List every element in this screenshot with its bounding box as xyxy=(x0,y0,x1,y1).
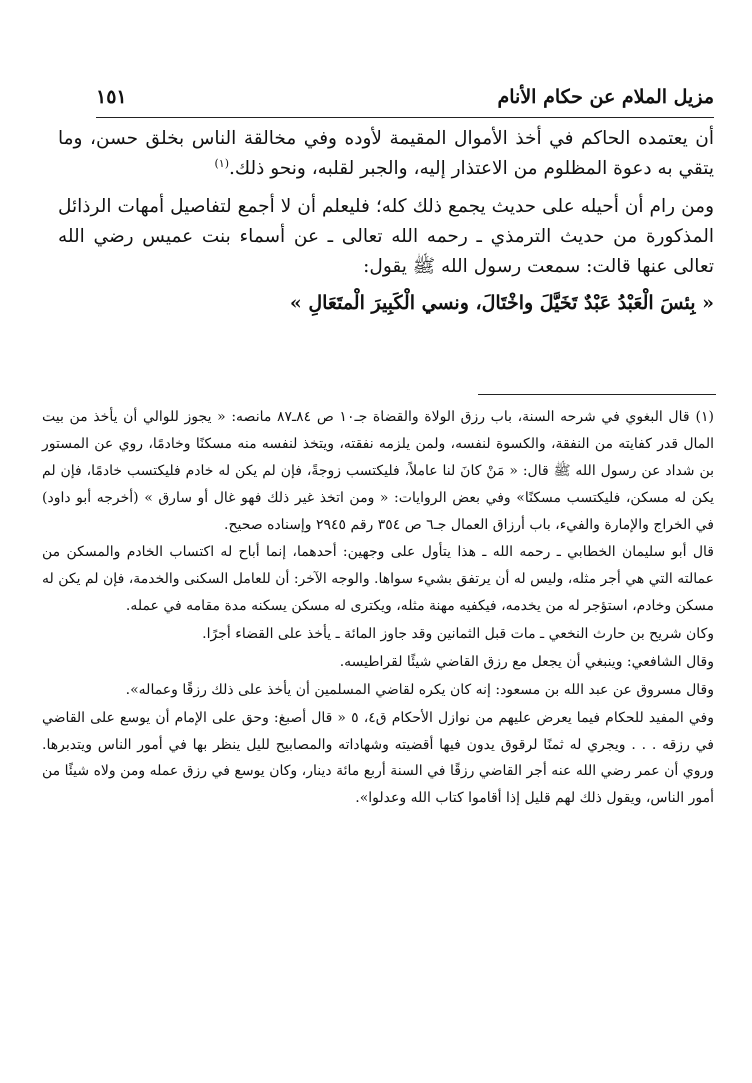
footnote-marker[interactable]: (١) xyxy=(214,156,229,170)
running-header xyxy=(96,86,714,112)
footnote-text: قال البغوي في شرحه السنة، باب رزق الولاة والقضاة جـ١٠ ص ٨٤ـ٨٧ مانصه: « يجوز للوالي أن يأخذ من بيت المال قدر كفايته من النفقة، والكسوة لنفسه، ولمن يلزمه نفقته، ويتخذ لنفسه منه مسكنًا وخادمًا، روي عن المستور بن شداد عن رسول الله ﷺ قال: « مَنْ كانَ لنا عاملاً، فليكتسب زوجةً، فإن لم يكن له خادم فليكتسب خادمًا، فإن لم يكن له مسكن، فليكتسب مسكنًا» وفي بعض الروايات: « ومن اتخذ غير ذلك فهو غال أو سارق » (أخرجه أبو داود) في الخراج والإمارة والفيء، باب أرزاق العمال جـ٦ ص ٣٥٤ رقم ٢٩٤٥ وإسناده صحيح. xyxy=(42,409,714,533)
footnote-paragraph: قال أبو سليمان الخطابي ـ رحمه الله ـ هذا يتأول على وجهين: أحدهما، إنما أباح له اكتساب الخادم والمسكن من عمالته التي هي أجر مثله، وليس له أن يرتفق بشيء سواها. والوجه الآخر: أن للعامل السكنى والخدمة، فإن لم يكن له مسكن وخادم، استؤجر له من يخدمه، فيكفيه مهنة مثله، ويكترى له مسكن يسكنه مدة مقامه في عمله. xyxy=(42,544,714,615)
body-paragraph: ومن رام أن أحيله على حديث يجمع ذلك كله؛ فليعلم أن لا أجمع لتفاصيل أمهات الرذائل المذكورة من حديث الترمذي ـ رحمه الله تعالى ـ عن أسماء بنت عميس رضي الله تعالى عنها قالت: سمعت رسول الله ﷺ يقول: xyxy=(58,195,714,277)
main-text xyxy=(58,124,714,319)
footnote-paragraph: وفي المفيد للحكام فيما يعرض عليهم من نوازل الأحكام ق٤، ٥ « قال أصبغ: وحق على الإمام أن يوسع على القاضي في رزقه . . . ويجري له ثمنًا لرقوق يدون فيها أقضيته وشهاداته والمصابيح لليل ينظر بها في أمور الناس ويتدبرها. وروي أن عمر رضي الله عنه أجر القاضي رزقًا في السنة أربع مائة دينار، وكان يوسع في رزق عمله ومن ولاه شيئًا من أمور الناس، ويقول ذلك لهم قليل إذا أقاموا كتاب الله وعدلوا». xyxy=(42,709,715,807)
footnotes-section xyxy=(42,404,714,813)
footnote-paragraph: وقال الشافعي: وينبغي أن يجعل مع رزق القاضي شيئًا لقراطيسه. xyxy=(339,653,714,670)
body-paragraph xyxy=(58,124,714,184)
header-divider xyxy=(96,117,714,118)
hadith-quote: « بِئسَ الْعَبْدُ عَبْدٌ تَخَيَّلَ واخْتَالَ، ونسي الْكَبِيرَ الْمتَعَالِ » xyxy=(289,291,714,314)
footnote-divider xyxy=(478,394,716,395)
footnote-paragraph: وقال مسروق عن عبد الله بن مسعود: إنه كان يكره لقاضي المسلمين أن يأخذ على ذلك رزقًا وعماله». xyxy=(125,681,714,698)
footnote-paragraph xyxy=(42,404,714,538)
paragraph-text: أن يعتمده الحاكم في أخذ الأموال المقيمة لأوده وفي مخالقة الناس بخلق حسن، وما يتقي به دعوة المظلوم من الاعتذار إليه، والجبر لقلبه، ونحو ذلك. xyxy=(58,128,714,179)
page-number: ١٥١ xyxy=(96,86,127,108)
footnote-paragraph: وكان شريح بن حارث النخعي ـ مات قبل الثمانين وقد جاوز المائة ـ يأخذ على القضاء أجرًا. xyxy=(202,626,714,642)
footnote-number: (١) xyxy=(695,409,714,425)
book-title: مزيل الملام عن حكام الأنام xyxy=(497,86,714,108)
